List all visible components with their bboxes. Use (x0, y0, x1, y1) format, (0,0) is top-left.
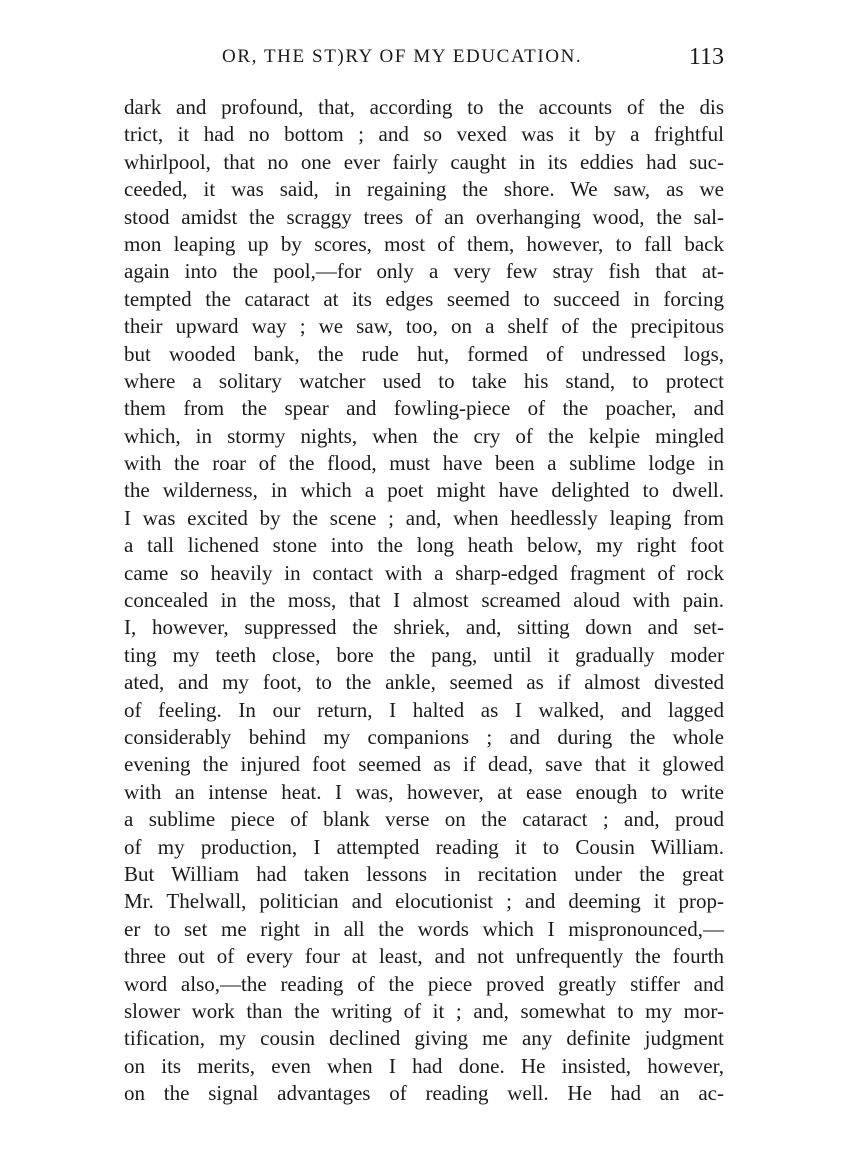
text-line: word also,—the reading of the piece proved greatly stiffer and (124, 971, 724, 996)
text-line: came so heavily in contact with a sharp-edged fragment of rock (124, 560, 724, 585)
text-line: with the roar of the flood, must have been a sublime lodge in (124, 451, 724, 476)
running-title: OR, THE ST)RY OF MY EDUCATION. (222, 46, 583, 67)
text-line: the wilderness, in which a poet might have delighted to dwell. (124, 478, 724, 503)
text-line: a sublime piece of blank verse on the cataract ; and, proud (124, 807, 724, 832)
text-line: I, however, suppressed the shriek, and, sitting down and set- (124, 615, 724, 640)
text-line: with an intense heat. I was, however, at ease enough to write (124, 779, 724, 804)
text-line: considerably behind my companions ; and during the whole (124, 724, 724, 749)
text-line: dark and profound, that, according to the accounts of the dis (124, 95, 724, 119)
text-line: evening the injured foot seemed as if dead, save that it glowed (124, 752, 724, 777)
text-line: three out of every four at least, and not unfrequently the fourth (124, 944, 724, 969)
text-line: Mr. Thelwall, politician and elocutionist ; and deeming it prop- (124, 889, 724, 914)
text-line: again into the pool,—for only a very few stray fish that at- (124, 259, 724, 284)
running-head (124, 44, 724, 74)
text-line: ting my teeth close, bore the pang, until it gradually moder (124, 642, 724, 667)
text-line: ated, and my foot, to the ankle, seemed as if almost divested (124, 670, 724, 695)
text-line: er to set me right in all the words which I mispronounced,— (124, 916, 724, 941)
page-number: 113 (688, 44, 724, 70)
text-line: tempted the cataract at its edges seemed to succeed in forcing (124, 286, 724, 311)
text-line: their upward way ; we saw, too, on a shelf of the precipitous (124, 314, 724, 339)
text-line: But William had taken lessons in recitation under the great (124, 861, 724, 886)
body-text (124, 94, 724, 1107)
text-line: on its merits, even when I had done. He insisted, however, (124, 1053, 724, 1078)
text-line: where a solitary watcher used to take his stand, to protect (124, 368, 724, 393)
text-line: them from the spear and fowling-piece of the poacher, and (124, 396, 724, 421)
text-line: which, in stormy nights, when the cry of the kelpie mingled (124, 423, 724, 448)
text-line: concealed in the moss, that I almost screamed aloud with pain. (124, 588, 724, 613)
text-line: slower work than the writing of it ; and, somewhat to my mor- (124, 998, 724, 1023)
text-line: of feeling. In our return, I halted as I walked, and lagged (124, 697, 724, 722)
text-line: tification, my cousin declined giving me any definite judgment (124, 1026, 724, 1051)
text-line: trict, it had no bottom ; and so vexed was it by a frightful (124, 122, 724, 147)
text-line: I was excited by the scene ; and, when heedlessly leaping from (124, 505, 724, 530)
text-line: ceeded, it was said, in regaining the shore. We saw, as we (124, 177, 724, 202)
text-line: mon leaping up by scores, most of them, however, to fall back (124, 231, 724, 256)
text-line: on the signal advantages of reading well. He had an ac- (124, 1081, 724, 1106)
text-line: a tall lichened stone into the long heath below, my right foot (124, 533, 724, 558)
text-line: of my production, I attempted reading it to Cousin William. (124, 834, 724, 859)
text-line: stood amidst the scraggy trees of an overhanging wood, the sal- (124, 204, 724, 229)
text-line: whirlpool, that no one ever fairly caught in its eddies had suc- (124, 149, 724, 174)
text-line: but wooded bank, the rude hut, formed of undressed logs, (124, 341, 724, 366)
